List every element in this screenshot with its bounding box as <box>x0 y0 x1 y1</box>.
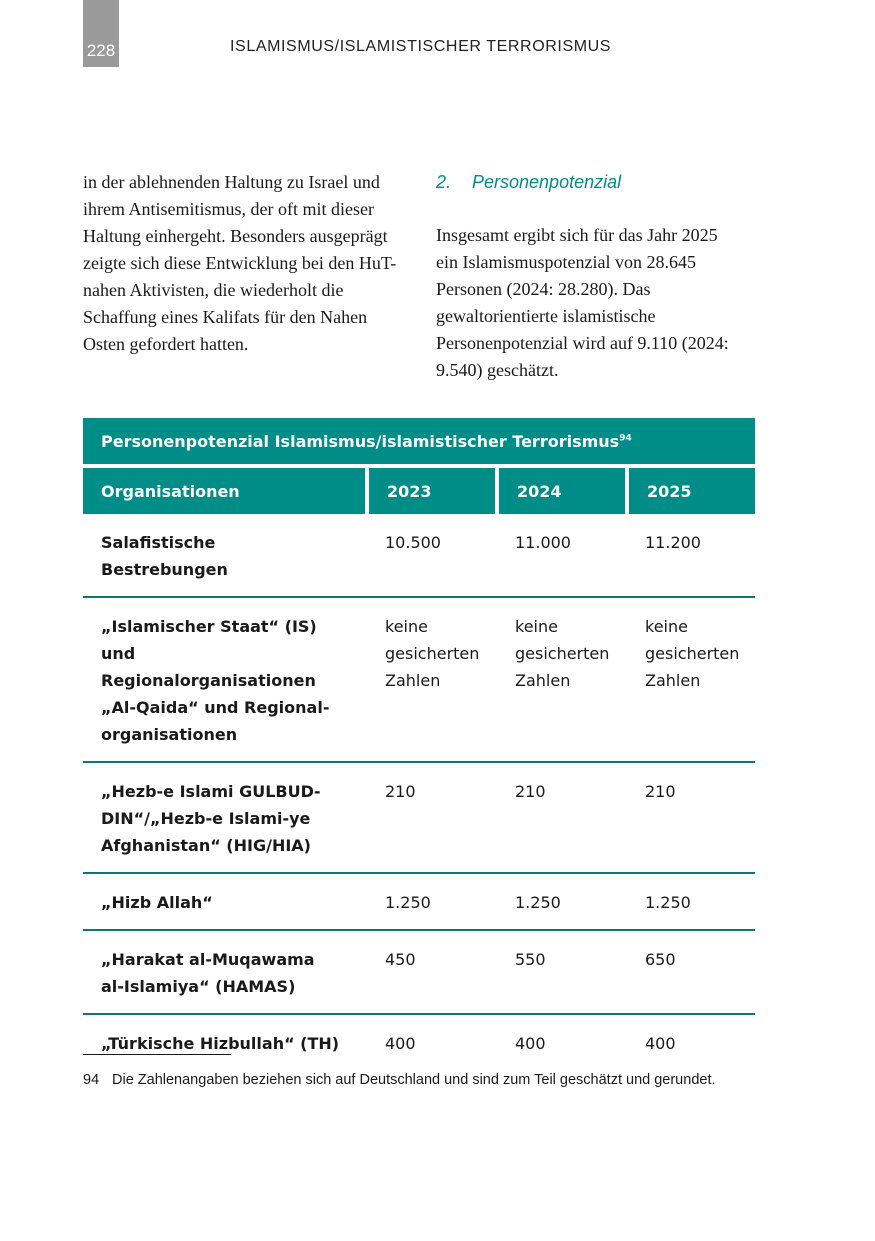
section-title: Personenpotenzial <box>472 172 622 192</box>
page-number: 228 <box>83 0 119 67</box>
value-cell: 210 <box>367 762 497 873</box>
organisation-cell: „Islamischer Staat“ (IS) und Regionalorganisationen „Al-Qaida“ und Regionalorganisationen <box>83 597 367 762</box>
column-header: Organisationen <box>83 466 367 514</box>
table-row <box>83 762 755 873</box>
value-cell: 11.000 <box>497 514 627 597</box>
organisation-cell: „Türkische Hizbullah“ (TH) <box>101 1034 340 1053</box>
value-cell: 10.500 <box>367 514 497 597</box>
footnote-divider <box>83 1054 231 1055</box>
column-header: 2023 <box>367 466 497 514</box>
right-column <box>436 169 736 384</box>
footnote-ref: 94 <box>619 433 632 444</box>
value-cell: 1.250 <box>367 873 497 930</box>
left-column <box>83 169 403 358</box>
organisation-cell: „Harakat al-Muqawama al-Islamiya“ (HAMAS) <box>83 930 367 1014</box>
value-cell: 550 <box>497 930 627 1014</box>
body-paragraph-right: Insgesamt ergibt sich für das Jahr 2025 ein Islamismuspotenzial von 28.645 Personen (2024: 28.280). Das gewaltorientierte islamistische Personenpotenzial wird auf 9.110 (2024: 9.540) geschätzt. <box>436 225 729 380</box>
running-head: ISLAMISMUS/ISLAMISTISCHER TERRORISMUS <box>230 38 612 55</box>
table-title-row <box>83 418 755 466</box>
section-number: 2. <box>436 172 452 192</box>
value-cell: 210 <box>627 762 755 873</box>
table-row <box>83 930 755 1014</box>
table-title <box>83 418 755 466</box>
value-cell: 650 <box>627 930 755 1014</box>
value-cell: keine gesicherten Zahlen <box>627 597 755 762</box>
personenpotenzial-table <box>83 418 755 1070</box>
value-cell: 11.200 <box>627 514 755 597</box>
value-cell: keine gesicherten Zahlen <box>367 597 497 762</box>
table-row <box>83 873 755 930</box>
value-cell: 400 <box>515 1034 546 1053</box>
footnote <box>83 1068 723 1092</box>
value-cell: keine gesicherten Zahlen <box>497 597 627 762</box>
organisation-cell: „Hezb-e Islami GULBUDDIN“/„Hezb-e Islami-ye Afghanistan“ (HIG/HIA) <box>83 762 367 873</box>
organisation-cell: Salafistische Bestrebungen <box>83 514 367 597</box>
table-row <box>83 1014 755 1070</box>
footnote-number: 94 <box>83 1072 100 1088</box>
column-header: 2024 <box>497 466 627 514</box>
value-cell: 400 <box>645 1034 676 1053</box>
table-title-text: Personenpotenzial Islamismus/islamistischer Terrorismus <box>101 431 620 451</box>
value-cell: 1.250 <box>627 873 755 930</box>
table-row <box>83 514 755 597</box>
section-heading <box>436 169 736 196</box>
value-cell: 210 <box>497 762 627 873</box>
organisation-cell: „Hizb Allah“ <box>83 873 367 930</box>
value-cell: 1.250 <box>497 873 627 930</box>
footnote-text: Die Zahlenangaben beziehen sich auf Deutschland und sind zum Teil geschätzt und gerundet. <box>112 1072 716 1088</box>
table-header-row <box>83 466 755 514</box>
value-cell: 400 <box>385 1034 416 1053</box>
table-row <box>83 597 755 762</box>
column-header: 2025 <box>627 466 755 514</box>
value-cell: 450 <box>367 930 497 1014</box>
body-paragraph-left: in der ablehnenden Haltung zu Israel und ihrem Antisemitismus, der oft mit dieser Haltung einhergeht. Besonders ausgeprägt zeigte sich diese Entwicklung bei den HuT-nahen Aktivisten, die wiederholt die Schaffung eines Kalifats für den Nahen Osten gefordert hatten. <box>83 172 397 354</box>
